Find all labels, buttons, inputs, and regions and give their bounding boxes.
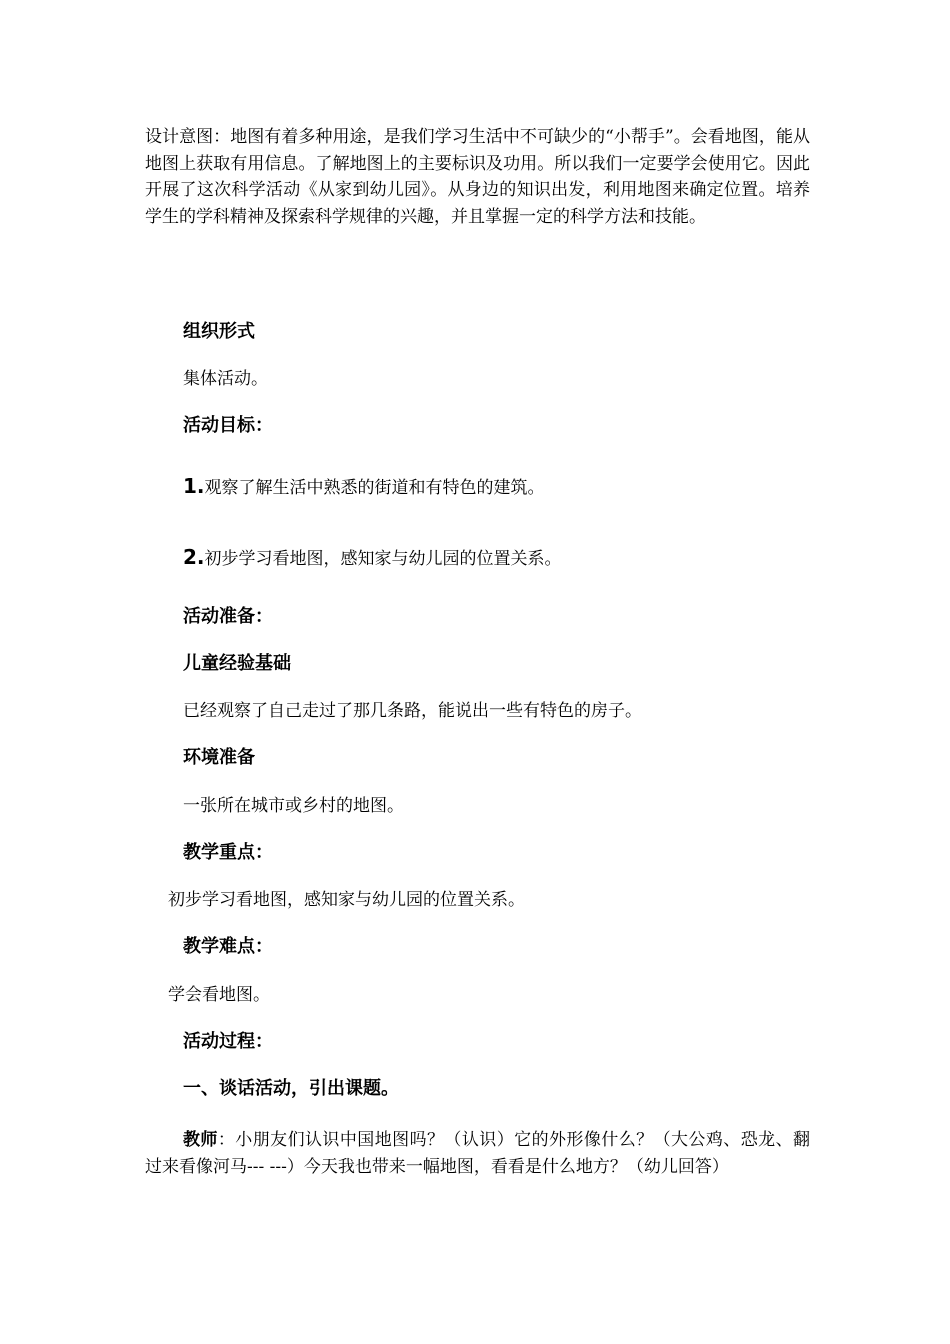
environment-heading: 环境准备: [183, 747, 255, 768]
design-intent-paragraph: 设计意图：地图有着多种用途，是我们学习生活中不可缺少的“小帮手”。会看地图，能从地图上获取有用信息。了解地图上的主要标识及功用。所以我们一定要学会使用它。因此开展了这次科学活动《从家到幼儿园》。从身边的知识出发，利用地图来确定位置。培养学生的学科精神及探索科学规律的兴趣，并且掌握一定的科学方法和技能。: [145, 127, 810, 227]
process-heading: 活动过程：: [183, 1031, 273, 1052]
difficulty-heading: 教学难点：: [183, 936, 273, 957]
experience-text: 已经观察了自己走过了那几条路，能说出一些有特色的房子。: [183, 701, 642, 721]
goal-item-2: [183, 545, 562, 571]
goal-number-2: 2.: [183, 545, 205, 569]
goal-number-1: 1.: [183, 474, 205, 498]
experience-heading: 儿童经验基础: [183, 653, 291, 674]
prep-heading: 活动准备：: [183, 606, 273, 627]
teacher-label: 教师: [183, 1130, 218, 1150]
teacher-dialogue-paragraph: [145, 1127, 810, 1180]
difficulty-text: 学会看地图。: [168, 985, 270, 1005]
org-form-heading: 组织形式: [183, 321, 255, 342]
teacher-dialogue-text: ：小朋友们认识中国地图吗？（认识）它的外形像什么？（大公鸡、恐龙、翻过来看像河马--- ---）今天我也带来一幅地图，看看是什么地方？（幼儿回答）: [145, 1130, 811, 1177]
key-point-heading: 教学重点：: [183, 842, 273, 863]
goal-text-1: 观察了解生活中熟悉的街道和有特色的建筑。: [204, 478, 545, 498]
goals-heading: 活动目标：: [183, 415, 273, 436]
environment-text: 一张所在城市或乡村的地图。: [183, 796, 404, 816]
step1-heading: 一、谈话活动，引出课题。: [183, 1078, 399, 1099]
org-form-text: 集体活动。: [183, 369, 268, 389]
goal-item-1: [183, 474, 545, 500]
key-point-text: 初步学习看地图，感知家与幼儿园的位置关系。: [168, 890, 525, 910]
goal-text-2: 初步学习看地图，感知家与幼儿园的位置关系。: [204, 549, 562, 569]
